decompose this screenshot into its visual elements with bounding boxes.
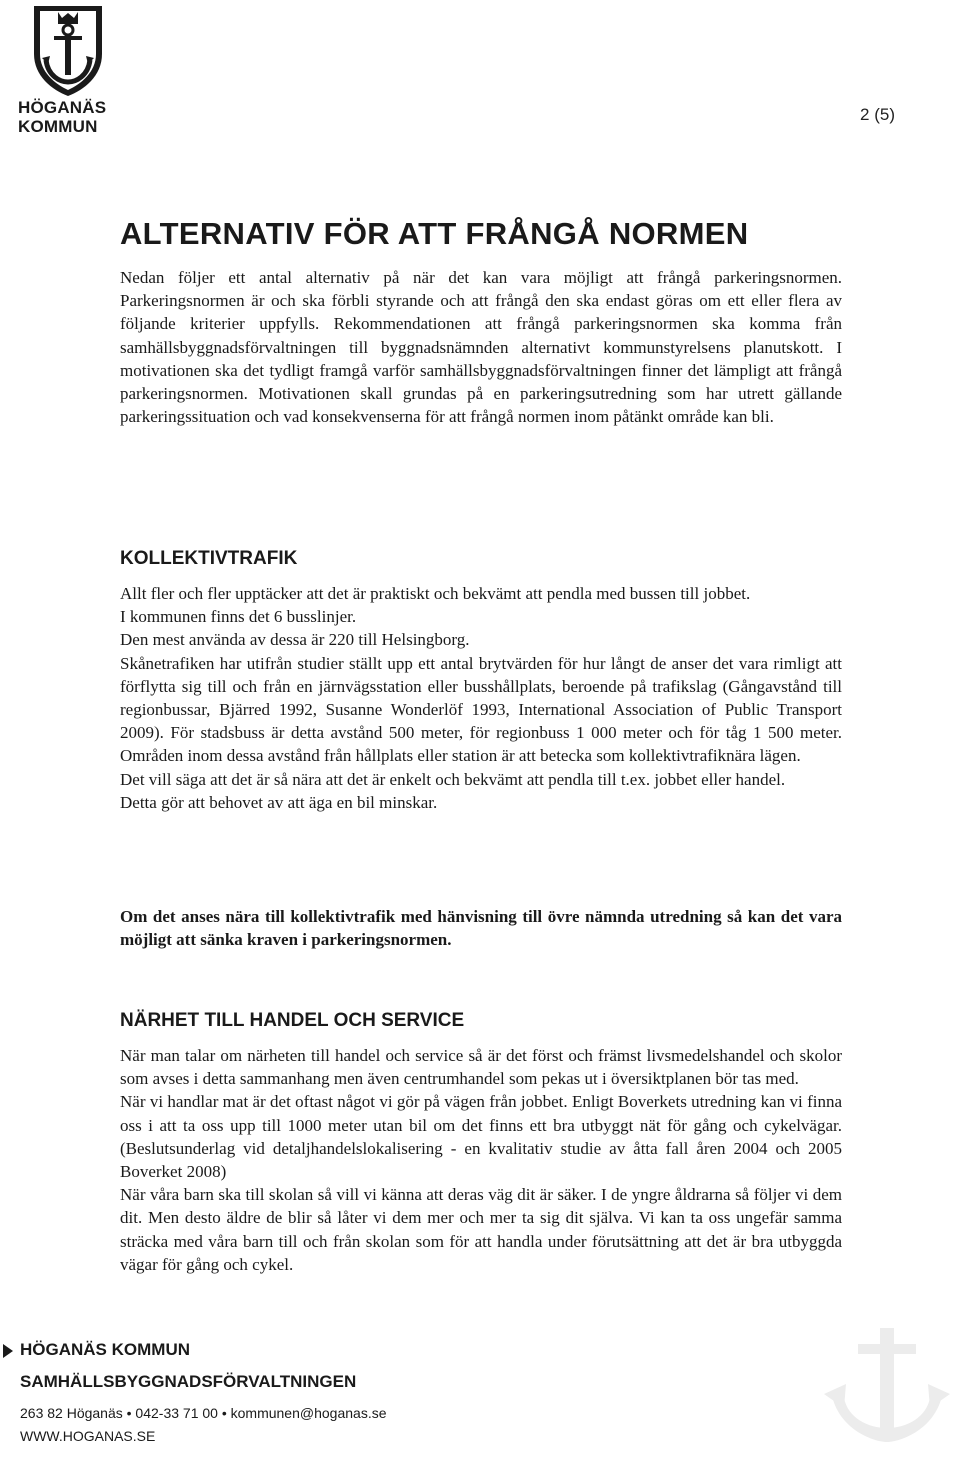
footer-organization: HÖGANÄS KOMMUN (20, 1340, 190, 1359)
footer-website: WWW.HOGANAS.SE (20, 1428, 156, 1444)
triangle-arrow-icon (2, 1343, 14, 1359)
body-line: Det vill säga att det är så nära att det är enkelt och bekvämt att pendla till t.ex. jobbet eller handel. (120, 769, 786, 789)
section-body-kollektivtrafik (120, 582, 842, 814)
page-title: ALTERNATIV FÖR ATT FRÅNGÅ NORMEN (120, 216, 749, 251)
body-line: Detta gör att behovet av att äga en bil minskar. (120, 792, 438, 812)
logo-text-line2: KOMMUN (18, 117, 98, 136)
body-line: När våra barn ska till skolan så vill vi känna att deras väg dit är säker. I de yngre åldrarna så följer vi dem dit. Men desto äldre de blir så låter vi dem mer och mer ta sig dit själva. Vi kan ta oss ungefär samma sträcka med våra barn till och från skolan som för att handla under förutsättning att det är bra utbyggda vägar för gång och cykel. (120, 1185, 842, 1274)
body-line: Allt fler och fler upptäcker att det är praktiskt och bekvämt att pendla med bussen till jobbet. (120, 584, 751, 603)
anchor-shield-icon (18, 2, 118, 98)
body-line: När man talar om närheten till handel och service så är det först och främst livsmedelshandel och skolor som avses i detta sammanhang men även centrumhandel som pekas ut i översiktplanen bör tas med. (120, 1046, 842, 1089)
page-number: 2 (5) (860, 105, 895, 124)
footer-department: SAMHÄLLSBYGGNADSFÖRVALTNINGEN (20, 1372, 357, 1391)
section-conclusion-kollektivtrafik: Om det anses nära till kollektivtrafik med hänvisning till övre nämnda utredning så kan det vara möjligt att sänka kraven i parkeringsnormen. (120, 907, 842, 950)
body-line: När vi handlar mat är det oftast något vi gör på vägen från jobbet. Enligt Boverkets utredning kan vi finna oss i att ta oss upp till 1000 meter utan bil om det finns ett bra utbyggt nät för gång och cykelvägar. (Beslutsunderlag vid detaljhandelslokalisering - en kvalitativ studie av åtta fall åren 2004 och 2005 Boverket 2008) (120, 1092, 842, 1182)
section-heading-kollektivtrafik: KOLLEKTIVTRAFIK (120, 548, 298, 569)
body-line: Den mest använda av dessa är 220 till Helsingborg. (120, 630, 470, 650)
body-line: Skånetrafiken har utifrån studier ställt upp ett antal brytvärden för hur långt de anser det vara rimligt att förflytta sig till och från en järnvägsstation eller busshållplats, beroende på trafikslag (Gångavstånd till regionbussar, Bjärred 1992, Susanne Wonderlöf 1993, International Association of Public Transport 2009). För stadsbuss är detta avstånd 500 meter, för regionbuss 1 000 meter och för tåg 1 500 meter. Områden inom dessa avstånd från hållplats eller station är att betecka som kollektivtrafiknära lägen. (120, 653, 842, 766)
body-line: I kommunen finns det 6 busslinjer. (120, 607, 357, 627)
footer-contact-info: 263 82 Höganäs • 042-33 71 00 • kommunen@hoganas.se (20, 1405, 387, 1421)
section-body-narhet (120, 1044, 842, 1276)
municipality-logo (18, 2, 118, 136)
section-heading-narhet: NÄRHET TILL HANDEL OCH SERVICE (120, 1010, 465, 1031)
footer (0, 1340, 960, 1458)
logo-text-line1: HÖGANÄS (18, 98, 107, 117)
intro-paragraph: Nedan följer ett antal alternativ på när det kan vara möjligt att frångå parkeringsnormen. Parkeringsnormen är och ska förbli styrande och att frångå den ska endast göras om ett eller flera av följande kriterier uppfylls. Rekommendationen att frångå parkeringsnormen ska komma från samhällsbyggnadsförvaltningen till byggnadsnämnden alternativt kommunstyrelsens planutskott. I motivationen ska det tydligt framgå varför samhällsbyggnadsförvaltningen finner det lämpligt att frångå parkeringsnormen. Motivationen skall grundas på en parkeringsutredning som har utrett gällande parkeringssituation och vad konsekvenserna för att frångå normen inom påtänkt område kan bli. (120, 268, 842, 427)
anchor-watermark-icon (822, 1318, 952, 1448)
